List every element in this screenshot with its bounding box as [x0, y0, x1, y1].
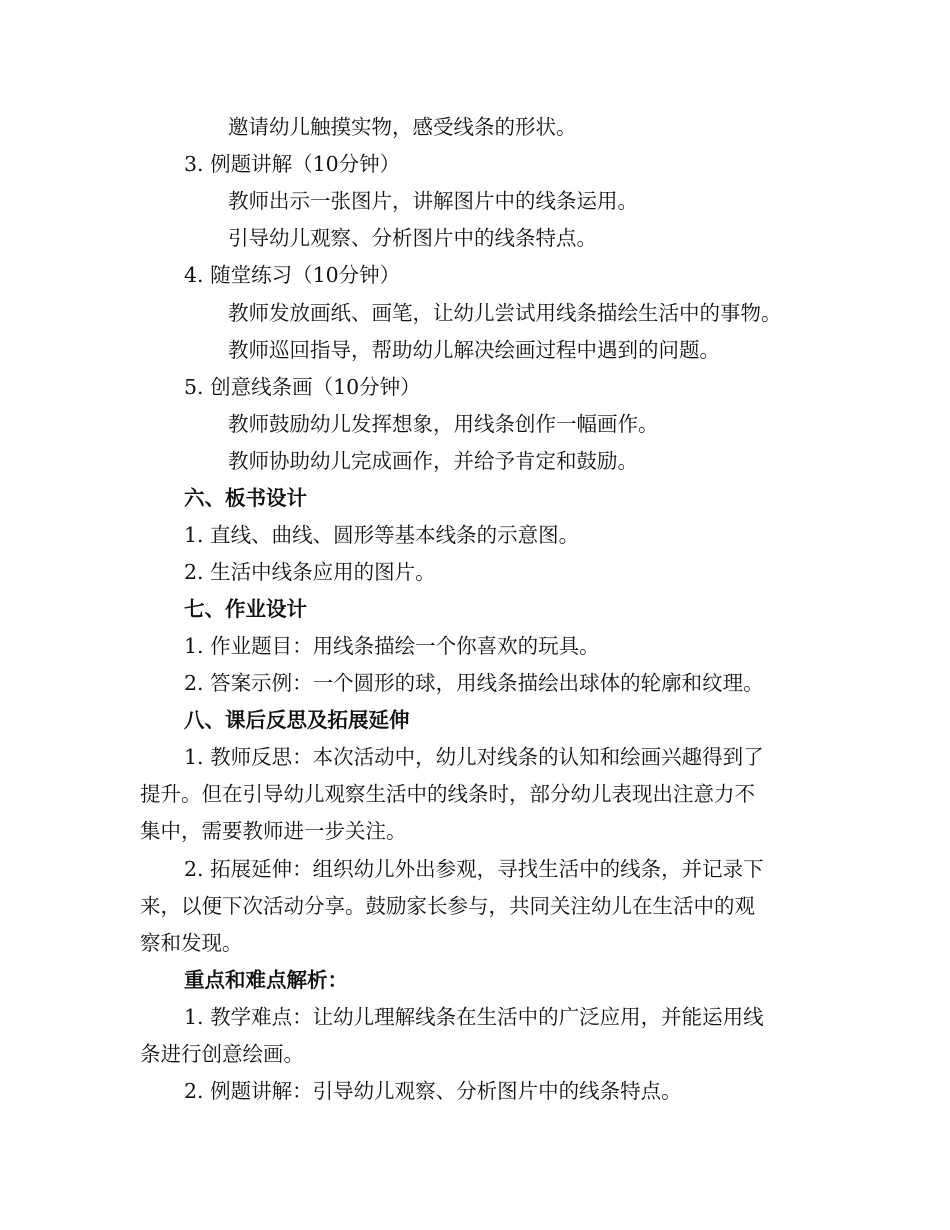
section-heading: 重点和难点解析：: [184, 968, 348, 992]
section-heading: 七、作业设计: [184, 597, 307, 621]
paragraph-line: 来，以便下次活动分享。鼓励家长参与，共同关注幼儿在生活中的观: [140, 894, 755, 918]
paragraph-line: 2. 例题讲解：引导幼儿观察、分析图片中的线条特点。: [184, 1079, 682, 1103]
paragraph-line: 集中，需要教师进一步关注。: [140, 819, 407, 843]
paragraph-line: 1. 教师反思：本次活动中，幼儿对线条的认知和绘画兴趣得到了: [184, 745, 764, 769]
text-line: 教师发放画纸、画笔，让幼儿尝试用线条描绘生活中的事物。: [228, 301, 782, 325]
section-heading: 六、板书设计: [184, 486, 307, 510]
text-line: 教师协助幼儿完成画作，并给予肯定和鼓励。: [228, 449, 638, 473]
list-item-heading: 5. 创意线条画（10分钟）: [184, 375, 421, 399]
paragraph-line: 条进行创意绘画。: [140, 1042, 304, 1066]
text-line: 教师鼓励幼儿发挥想象，用线条创作一幅画作。: [228, 412, 659, 436]
paragraph-line: 1. 教学难点：让幼儿理解线条在生活中的广泛应用，并能运用线: [184, 1005, 764, 1029]
list-item: 1. 直线、曲线、圆形等基本线条的示意图。: [184, 523, 580, 547]
list-item: 1. 作业题目：用线条描绘一个你喜欢的玩具。: [184, 634, 600, 658]
paragraph-line: 2. 拓展延伸：组织幼儿外出参观，寻找生活中的线条，并记录下: [184, 857, 764, 881]
text-line: 教师巡回指导，帮助幼儿解决绘画过程中遇到的问题。: [228, 338, 720, 362]
paragraph-line: 提升。但在引导幼儿观察生活中的线条时，部分幼儿表现出注意力不: [140, 782, 755, 806]
list-item: 2. 生活中线条应用的图片。: [184, 560, 436, 584]
list-item-heading: 4. 随堂练习（10分钟）: [184, 263, 401, 287]
text-line: 引导幼儿观察、分析图片中的线条特点。: [228, 226, 597, 250]
section-heading: 八、课后反思及拓展延伸: [184, 708, 410, 732]
text-line: 教师出示一张图片，讲解图片中的线条运用。: [228, 189, 638, 213]
list-item: 2. 答案示例：一个圆形的球，用线条描绘出球体的轮廓和纹理。: [184, 671, 764, 695]
text-line: 邀请幼儿触摸实物，感受线条的形状。: [228, 115, 577, 139]
list-item-heading: 3. 例题讲解（10分钟）: [184, 152, 401, 176]
paragraph-line: 察和发现。: [140, 931, 243, 955]
